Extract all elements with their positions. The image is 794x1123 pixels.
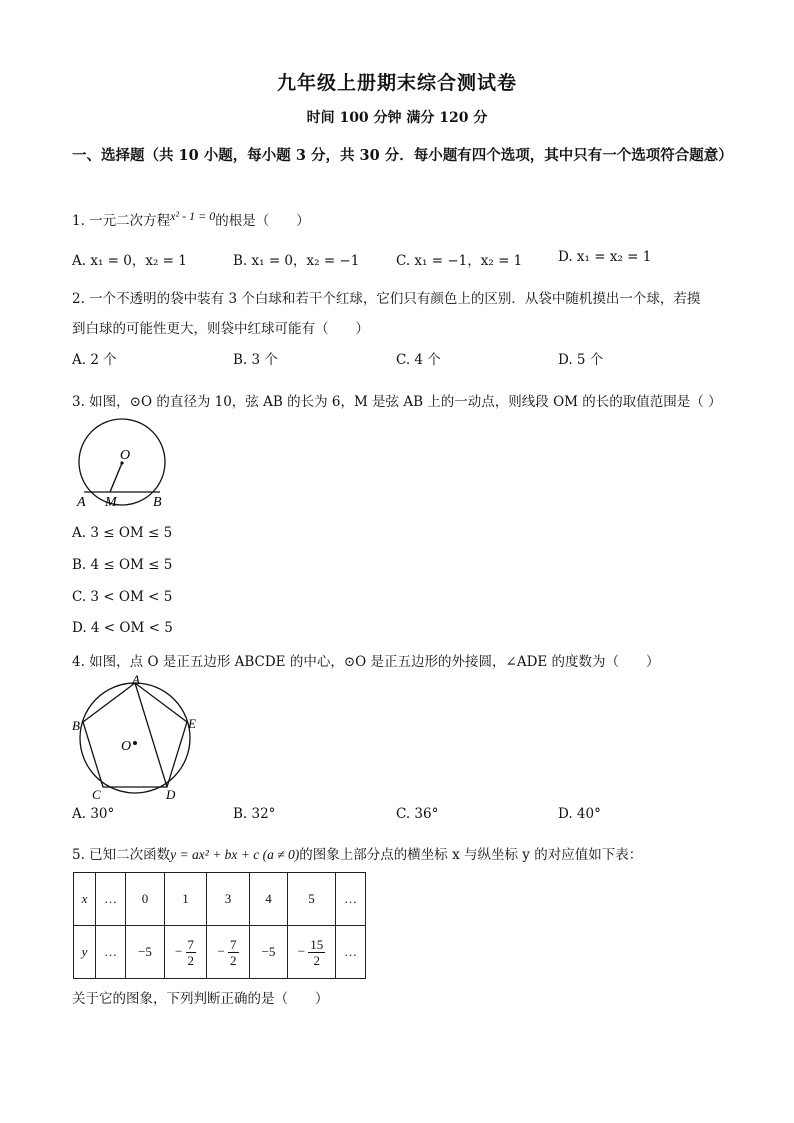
fraction	[308, 937, 325, 968]
q1-option-c[interactable]: C. x₁ = −1，x₂ = 1	[396, 253, 523, 269]
table-cell: 5	[288, 873, 336, 926]
q5-stem-before: 5. 已知二次函数	[72, 847, 171, 863]
section-heading: 一、选择题（共 10 小题，每小题 3 分，共 30 分．每小题有四个选项，其中只有一个选项符合题意）	[72, 147, 733, 164]
table-cell: 0	[126, 873, 165, 926]
denominator: 2	[230, 952, 237, 968]
table-cell	[288, 926, 336, 979]
q3-segment-om	[110, 463, 122, 492]
q2-option-d[interactable]: D. 5 个	[558, 352, 604, 368]
q4-center-dot	[133, 741, 137, 745]
q1-option-d[interactable]: D. x₁ = x₂ = 1	[558, 249, 652, 265]
q1-option-a[interactable]: A. x₁ = 0，x₂ = 1	[72, 253, 187, 269]
table-cell: −5	[250, 926, 288, 979]
table-header-x: x	[74, 873, 96, 926]
numerator: 7	[187, 936, 195, 952]
q1-stem-before: 1. 一元二次方程	[72, 213, 171, 229]
q3-label-m: M	[105, 495, 117, 510]
sign: −	[174, 942, 183, 958]
fraction	[228, 937, 239, 968]
q3-option-b[interactable]: B. 4 ≤ OM ≤ 5	[72, 557, 173, 573]
q3-option-c[interactable]: C. 3 < OM < 5	[72, 589, 173, 605]
q4-label-d: D	[166, 787, 176, 802]
q4-pentagon	[83, 683, 187, 787]
q4-label-o: O	[121, 739, 132, 754]
q3-label-b: B	[153, 495, 162, 510]
table-cell: …	[96, 926, 126, 979]
q4-label-c: C	[92, 787, 101, 802]
table-row-y	[74, 926, 366, 979]
table-cell: …	[336, 873, 366, 926]
question-2-line-2: 到白球的可能性更大，则袋中红球可能有（ ）	[72, 321, 369, 337]
q2-option-a[interactable]: A. 2 个	[72, 352, 117, 368]
denominator: 2	[313, 952, 321, 968]
q4-pentagon-figure	[68, 672, 198, 804]
q1-stem-after: 的根是（ ）	[215, 213, 310, 229]
question-5-follow: 关于它的图象，下列判断正确的是（ ）	[72, 991, 329, 1007]
q4-segment-ad	[135, 683, 167, 787]
q4-label-a: A	[132, 672, 140, 687]
sign: −	[297, 942, 306, 958]
q4-option-b[interactable]: B. 32°	[233, 806, 276, 822]
fraction	[186, 937, 197, 968]
table-cell: …	[96, 873, 126, 926]
q3-label-o: O	[120, 448, 131, 463]
table-row-x	[74, 873, 366, 926]
q3-option-a[interactable]: A. 3 ≤ OM ≤ 5	[72, 525, 173, 541]
table-cell: −5	[126, 926, 165, 979]
table-cell	[165, 926, 207, 979]
q4-label-b: B	[72, 718, 80, 733]
table-cell: 1	[165, 873, 207, 926]
numerator: 7	[230, 936, 237, 952]
exam-title: 九年级上册期末综合测试卷	[276, 72, 517, 94]
q4-option-d[interactable]: D. 40°	[558, 806, 601, 822]
table-cell	[207, 926, 250, 979]
q2-option-c[interactable]: C. 4 个	[396, 352, 441, 368]
table-cell: …	[336, 926, 366, 979]
question-3-stem: 3. 如图，⊙O 的直径为 10，弦 AB 的长为 6，M 是弦 AB 上的一动点，则线段 OM 的长的取值范围是（ ）	[72, 394, 722, 410]
denominator: 2	[187, 952, 195, 968]
q3-circle-figure	[70, 418, 180, 513]
exam-subtitle: 时间 100 分钟 满分 120 分	[306, 110, 488, 126]
q4-option-c[interactable]: C. 36°	[396, 806, 439, 822]
table-cell: 3	[207, 873, 250, 926]
table-cell: 4	[250, 873, 288, 926]
q1-option-b[interactable]: B. x₁ = 0，x₂ = −1	[233, 253, 360, 269]
q5-stem-after: 的图象上部分点的横坐标 x 与纵坐标 y 的对应值如下表：	[299, 847, 643, 863]
q2-option-b[interactable]: B. 3 个	[233, 352, 278, 368]
table-header-y: y	[74, 926, 96, 979]
q1-equation: x² - 1 = 0	[170, 209, 216, 223]
q3-label-a: A	[77, 495, 86, 510]
q5-value-table	[73, 872, 366, 979]
q4-label-e: E	[188, 716, 196, 731]
question-1-stem	[72, 209, 310, 229]
q3-option-d[interactable]: D. 4 < OM < 5	[72, 620, 173, 636]
numerator: 15	[310, 936, 324, 952]
q4-circumcircle	[80, 683, 190, 793]
sign: −	[217, 942, 225, 958]
q4-option-a[interactable]: A. 30°	[72, 806, 115, 822]
q5-equation: y = ax² + bx + c (a ≠ 0)	[170, 847, 300, 862]
question-2-line-1: 2. 一个不透明的袋中装有 3 个白球和若干个红球，它们只有颜色上的区别．从袋中随机摸出一个球，若摸	[72, 291, 701, 307]
question-4-stem: 4. 如图，点 O 是正五边形 ABCDE 的中心，⊙O 是正五边形的外接圆，∠ADE 的度数为（ ）	[72, 654, 660, 670]
question-5-stem	[72, 843, 642, 863]
